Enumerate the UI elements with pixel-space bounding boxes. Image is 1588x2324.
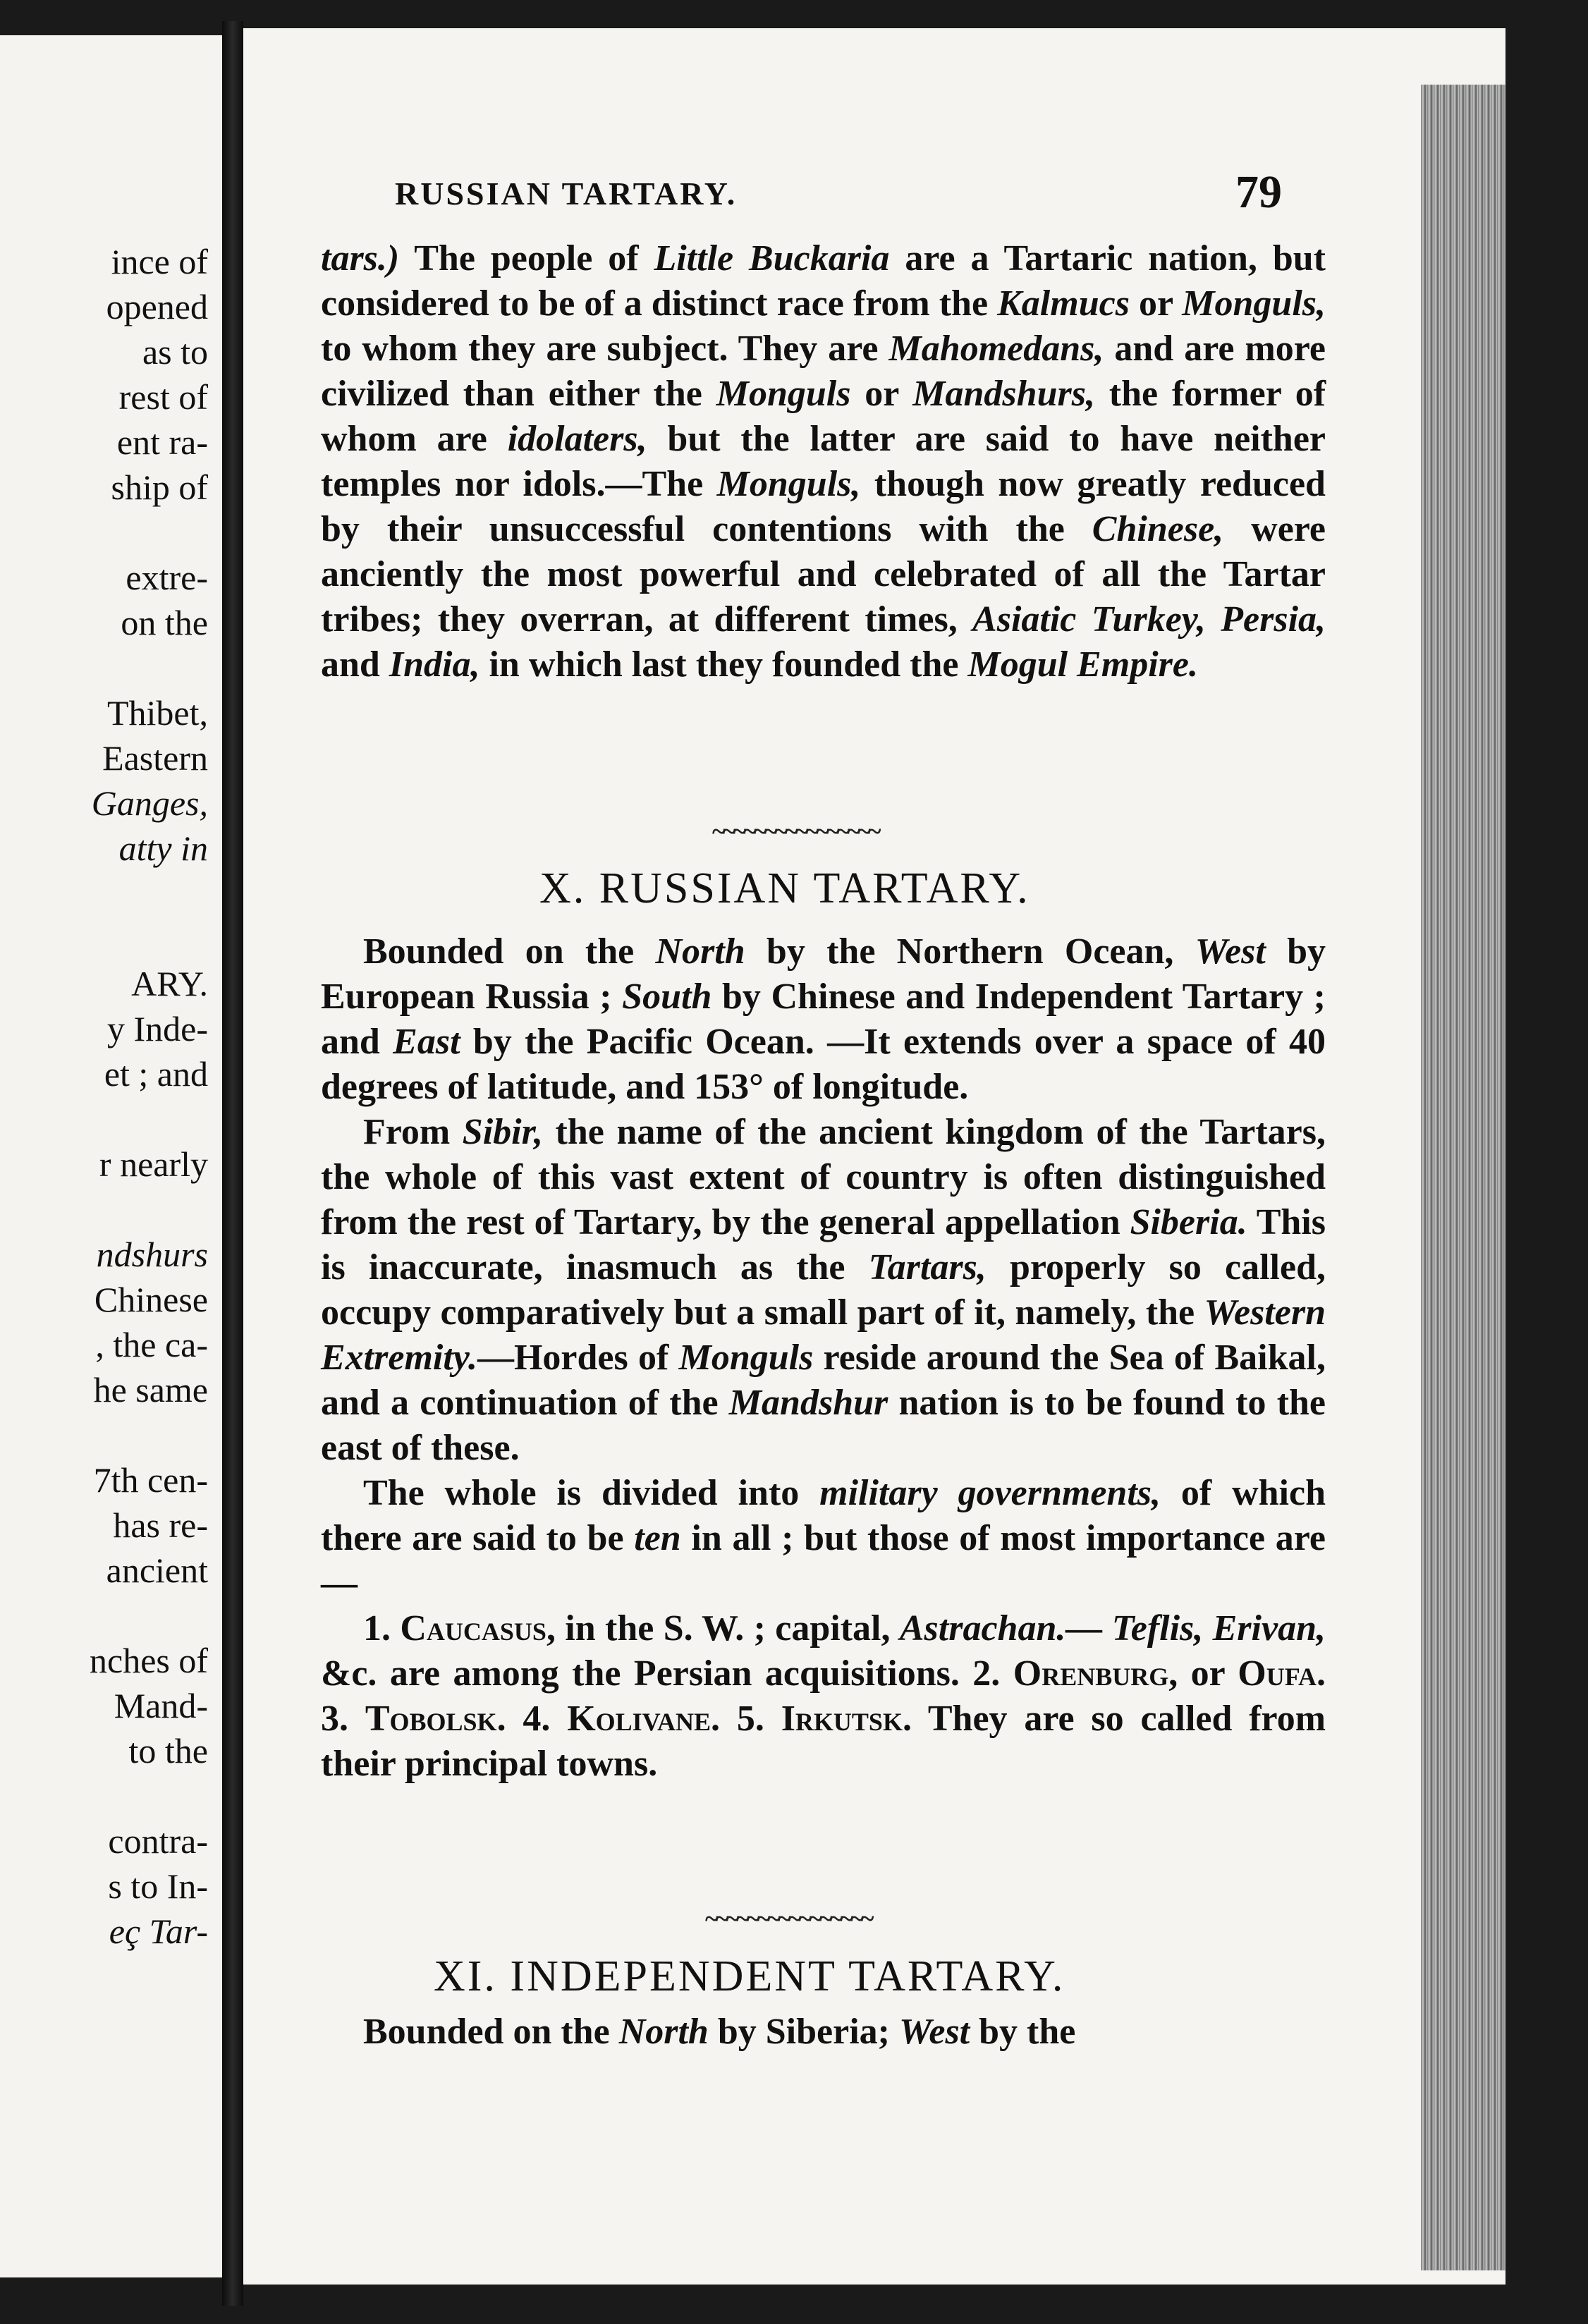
left-page-line: r nearly bbox=[99, 1144, 208, 1184]
left-page-line: as to bbox=[142, 332, 208, 372]
left-page-line: ent ra- bbox=[116, 422, 208, 462]
left-page-line: contra- bbox=[108, 1821, 208, 1861]
left-page-line: eç Tar- bbox=[109, 1912, 208, 1951]
left-page-line: extre- bbox=[126, 558, 208, 597]
paragraph-government-list: 1. Caucasus, in the S. W. ; capital, Astrachan.— Teflis, Erivan, &c. are among the Persian acquisitions. 2. Orenburg, or Oufa. 3. Tobolsk. 4. Kolivane. 5. Irkutsk. They are so called from their principal towns. bbox=[321, 1608, 1326, 1784]
section-x-body bbox=[321, 929, 1326, 1787]
left-page-line: he same bbox=[93, 1370, 208, 1409]
left-page-line: Ganges, bbox=[91, 783, 208, 823]
left-page-line: ship of bbox=[111, 467, 208, 507]
ornament-divider: ~~~~~~~~~~~~~~~~ bbox=[712, 817, 879, 845]
left-page-line: nches of bbox=[90, 1641, 208, 1680]
left-page-line: y Inde- bbox=[107, 1009, 208, 1048]
left-page-line: Mand- bbox=[114, 1686, 208, 1725]
left-page-line: opened bbox=[106, 287, 208, 326]
left-page-line: to the bbox=[128, 1731, 208, 1770]
heading-independent-tartary: XI. INDEPENDENT TARTARY. bbox=[434, 1952, 1065, 2000]
paragraph-siberia: From Sibir, the name of the ancient kingdom of the Tartars, the whole of this vast extent of country is often distinguished from the rest of Tartary, by the general appellation Siberia. This is inaccurate, inasmuch as the Tartars, properly so called, occupy comparatively but a small part of it, namely, the Western Extremity.—Hordes of Monguls reside around the Sea of Baikal, and a continuation of the Mandshur nation is to be found to the east of these. bbox=[321, 1112, 1326, 1468]
section-xi-body bbox=[321, 2010, 1326, 2055]
ornament-divider-2: ~~~~~~~~~~~~~~~~ bbox=[705, 1904, 872, 1933]
paragraph-governments: The whole is divided into military governments, of which there are said to be ten in all ; but those of most importance are— bbox=[321, 1473, 1326, 1603]
page-number: 79 bbox=[1235, 166, 1282, 218]
running-head: RUSSIAN TARTARY. bbox=[395, 176, 738, 212]
left-page-line: Chinese bbox=[94, 1280, 208, 1319]
left-page-line: ndshurs bbox=[96, 1235, 208, 1274]
left-page-line: has re- bbox=[113, 1505, 208, 1545]
left-page-line: Thibet, bbox=[106, 693, 208, 733]
left-page-line: Eastern bbox=[102, 738, 208, 778]
left-page-line: s to In- bbox=[108, 1866, 208, 1906]
page-edges bbox=[1421, 85, 1505, 2270]
paragraph-bounds: Bounded on the North by the Northern Ocean, West by European Russia ; South by Chinese and Independent Tartary ; and East by the Pacific Ocean. —It extends over a space of 40 degrees of latitude, and 153° of longitude. bbox=[321, 931, 1326, 1107]
left-page-line: , the ca- bbox=[95, 1325, 208, 1364]
paragraph-independent-bounds: Bounded on the North by Siberia; West by the bbox=[363, 2012, 1076, 2052]
heading-russian-tartary: X. RUSSIAN TARTARY. bbox=[539, 864, 1030, 912]
left-page-line: ARY. bbox=[131, 964, 208, 1003]
section1-paragraph bbox=[321, 236, 1326, 687]
left-page bbox=[0, 35, 224, 2277]
left-page-line: ancient bbox=[106, 1551, 208, 1590]
left-page-line: atty in bbox=[118, 828, 208, 868]
left-page-line: 7th cen- bbox=[93, 1460, 208, 1500]
book-gutter bbox=[222, 21, 243, 2306]
left-page-line: ince of bbox=[111, 242, 208, 281]
left-page-line: on the bbox=[121, 603, 208, 642]
left-page-line: et ; and bbox=[104, 1054, 208, 1094]
paragraph-buckaria: tars.) The people of Little Buckaria are a Tartaric nation, but considered to be of a distinct race from the Kalmucs or Monguls, to whom they are subject. They are Mahomedans, and are more civilized than either the Monguls or Mandshurs, the former of whom are idolaters, but the latter are said to have neither temples nor idols.—The Monguls, though now greatly reduced by their unsuccessful contentions with the Chinese, were anciently the most powerful and celebrated of all the Tartar tribes; they overran, at different times, Asiatic Turkey, Persia, and India, in which last they founded the Mogul Empire. bbox=[321, 238, 1326, 685]
left-page-line: rest of bbox=[118, 377, 208, 417]
